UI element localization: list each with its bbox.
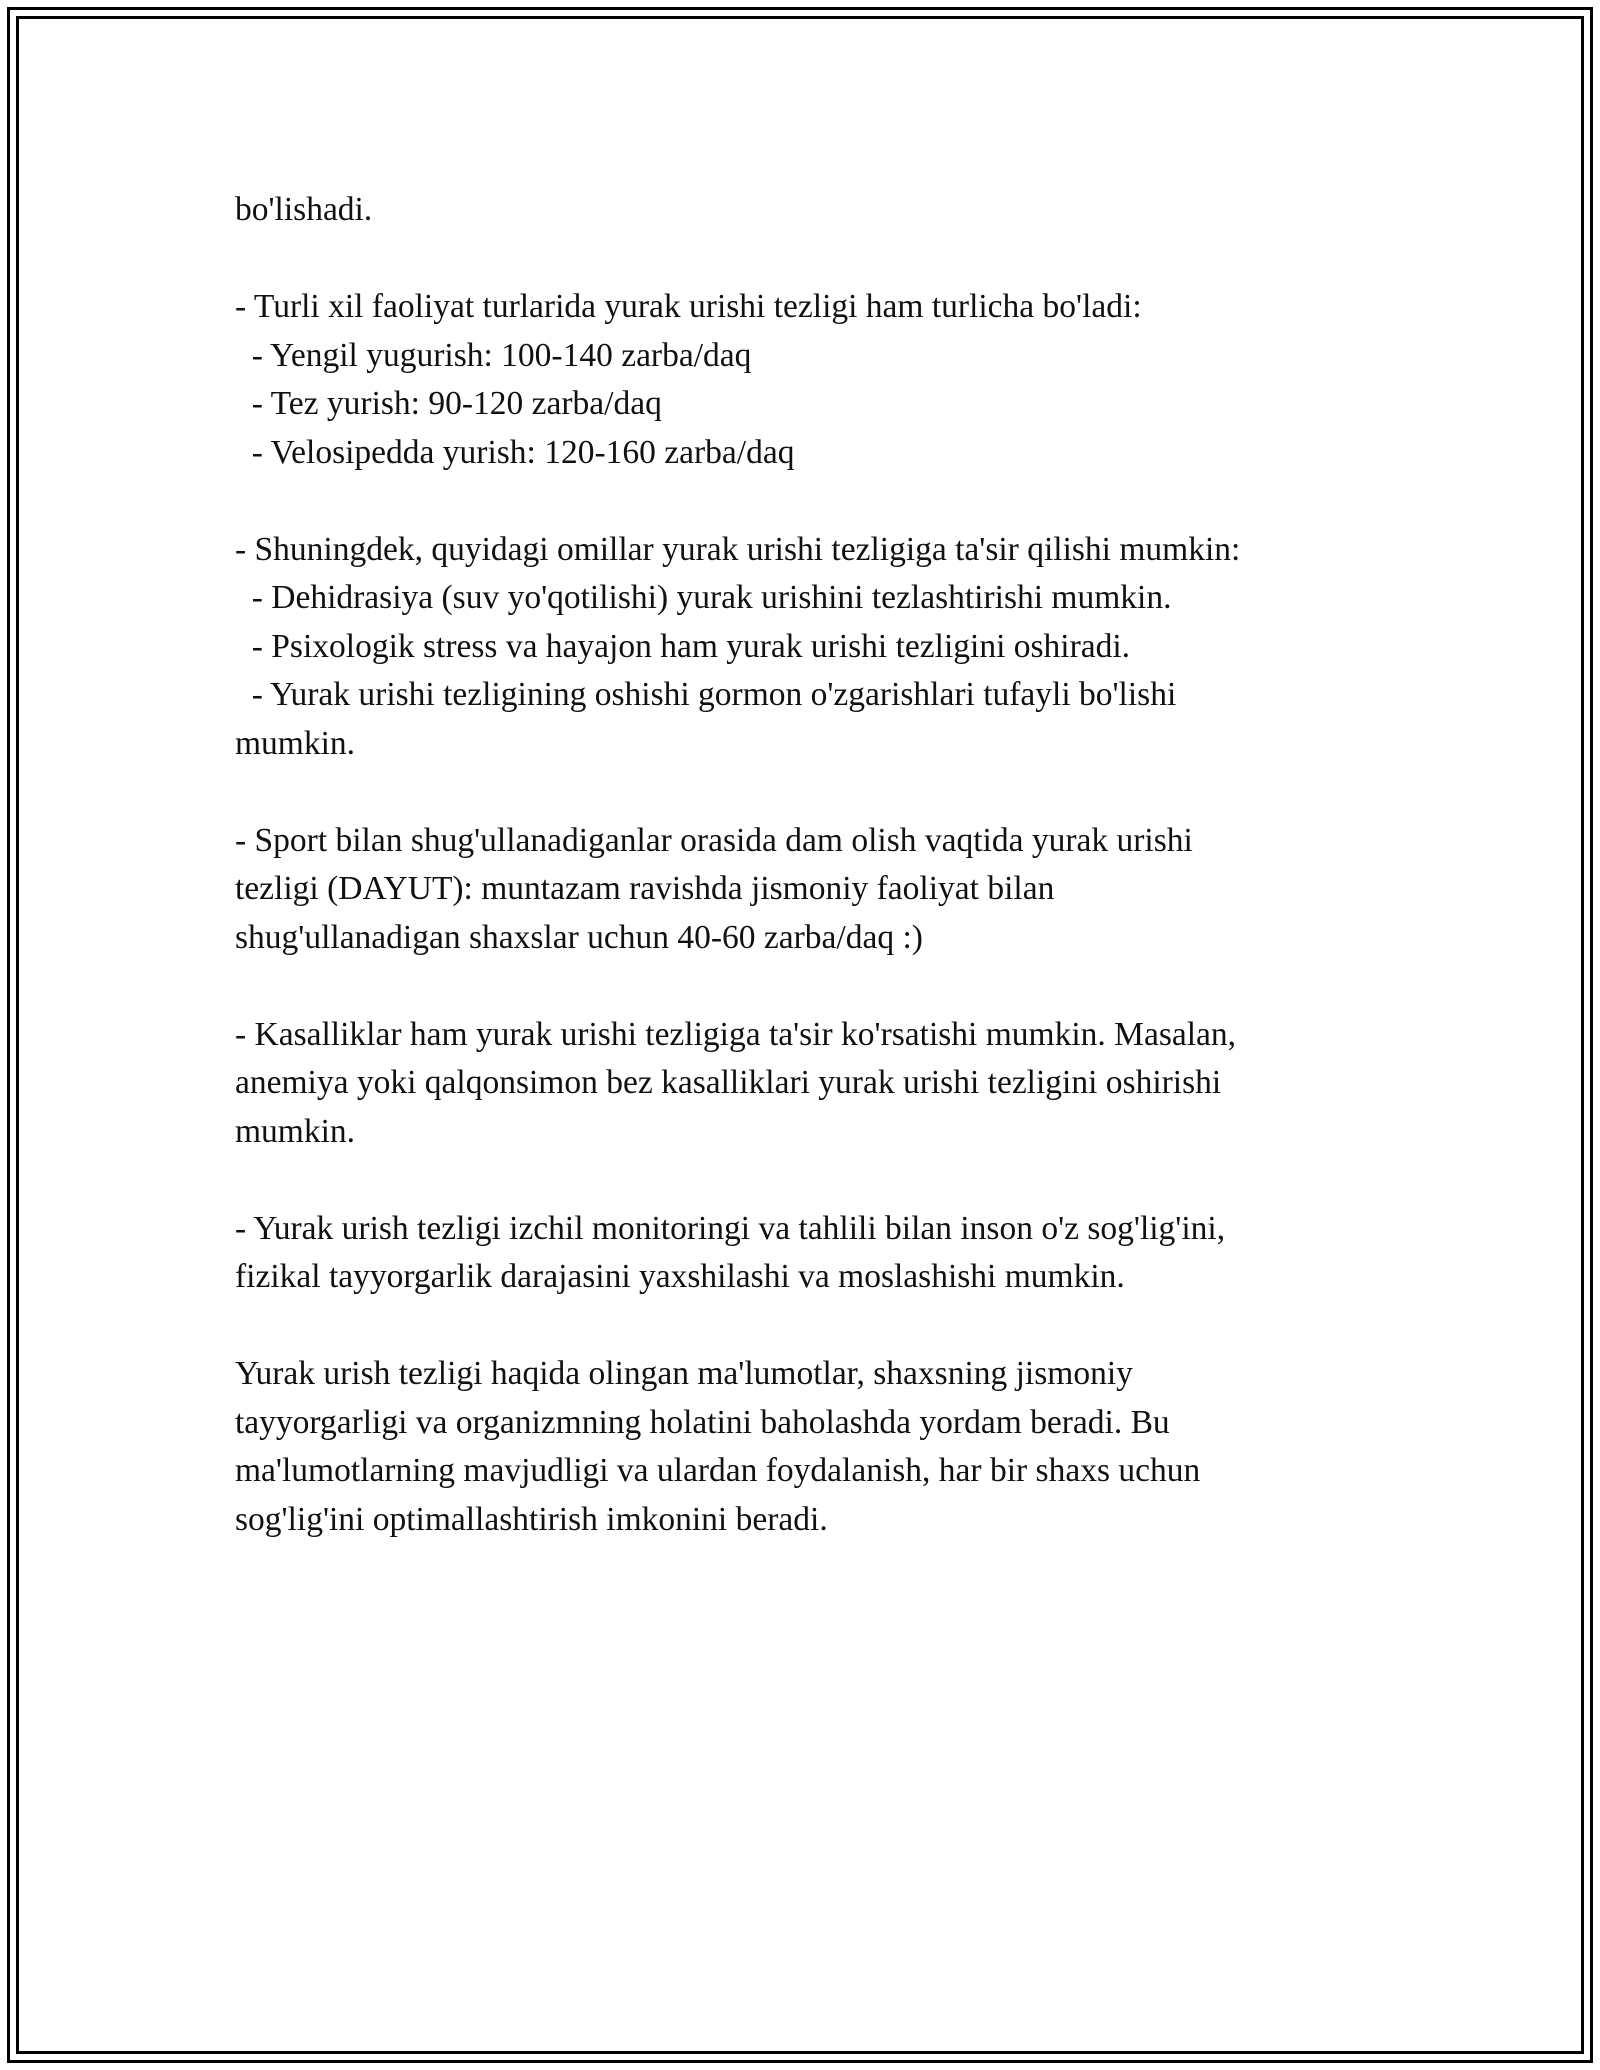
blank-line [235, 768, 1365, 817]
text-line: sog'lig'ini optimallashtirish imkonini beradi. [235, 1500, 828, 1538]
text-line: - Yengil yugurish: 100-140 zarba/daq [235, 336, 752, 374]
blank-line [235, 1302, 1365, 1351]
blank-line [235, 477, 1365, 526]
text-line: - Yurak urishi tezligining oshishi gormon o'zgarishlari tufayli bo'lishi [235, 676, 1177, 713]
text-line: - Dehidrasiya (suv yo'qotilishi) yurak urishini tezlashtirishi mumkin. [235, 579, 1172, 616]
text-line: tezligi (DAYUT): muntazam ravishda jismoniy faoliyat bilan [235, 870, 1055, 907]
blank-line [235, 235, 1365, 284]
blank-line [235, 962, 1365, 1011]
text-line: anemiya yoki qalqonsimon bez kasalliklari yurak urishi tezligini oshirishi [235, 1064, 1222, 1101]
document-body [235, 186, 1365, 1544]
text-line: bo'lishadi. [235, 191, 373, 228]
text-line: shug'ullanadigan shaxslar uchun 40-60 zarba/daq :) [235, 918, 923, 956]
text-line: tayyorgarligi va organizmning holatini baholashda yordam beradi. Bu [235, 1403, 1170, 1441]
text-line: - Kasalliklar ham yurak urishi tezligiga ta'sir ko'rsatishi mumkin. Masalan, [235, 1015, 1237, 1053]
text-line: - Yurak urish tezligi izchil monitoringi va tahlili bilan inson o'z sog'lig'ini, [235, 1209, 1226, 1247]
text-line: Yurak urish tezligi haqida olingan ma'lumotlar, shaxsning jismoniy [235, 1355, 1133, 1392]
text-line: - Velosipedda yurish: 120-160 zarba/daq [235, 433, 795, 471]
text-line: ma'lumotlarning mavjudligi va ulardan foydalanish, har bir shaxs uchun [235, 1452, 1201, 1489]
text-line: - Shuningdek, quyidagi omillar yurak urishi tezligiga ta'sir qilishi mumkin: [235, 530, 1241, 568]
text-line: - Sport bilan shug'ullanadiganlar orasida dam olish vaqtida yurak urishi [235, 821, 1193, 859]
text-line: mumkin. [235, 724, 356, 762]
text-line: - Psixologik stress va hayajon ham yurak urishi tezligini oshiradi. [235, 627, 1131, 665]
text-line: mumkin. [235, 1112, 356, 1150]
text-line: - Tez yurish: 90-120 zarba/daq [235, 385, 662, 422]
text-line: - Turli xil faoliyat turlarida yurak urishi tezligi ham turlicha bo'ladi: [235, 288, 1142, 325]
text-line: fizikal tayyorgarlik darajasini yaxshilashi va moslashishi mumkin. [235, 1258, 1125, 1295]
blank-line [235, 1156, 1365, 1205]
